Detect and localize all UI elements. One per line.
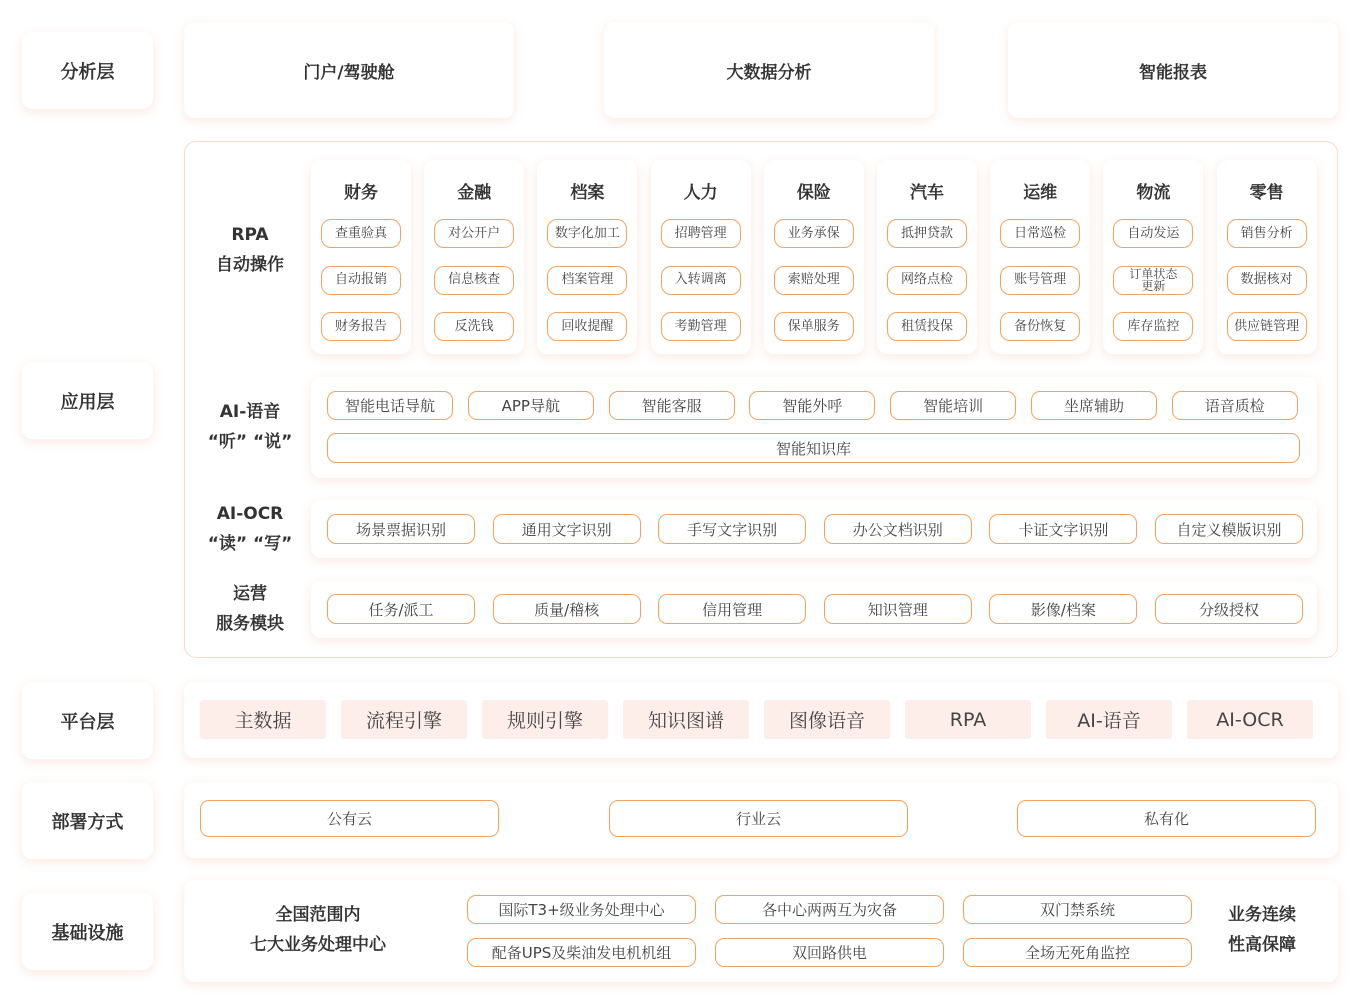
rpa-item-label: 订单状态更新 xyxy=(1129,267,1178,293)
rpa-item[interactable] xyxy=(547,312,627,341)
rpa-item-label: 销售分析 xyxy=(1240,225,1293,241)
rpa-item-label: 信息核查 xyxy=(448,272,501,287)
ai-ocr-item[interactable]: 场景票据识别 xyxy=(327,514,475,544)
ai-ocr-label-line2: “读” “写” xyxy=(207,534,293,554)
operations-label-line2: 服务模块 xyxy=(216,614,284,634)
rpa-item[interactable] xyxy=(321,219,401,248)
rpa-item[interactable] xyxy=(1000,312,1080,341)
rpa-item-label: 自动报销 xyxy=(334,272,387,287)
rpa-item[interactable] xyxy=(774,219,854,248)
layer-label-application: 应用层 xyxy=(22,362,153,439)
rpa-item-label: 索赔处理 xyxy=(787,272,840,287)
rpa-category-card xyxy=(764,160,864,354)
rpa-category-title: 财务 xyxy=(344,183,378,203)
rpa-item[interactable] xyxy=(1227,219,1307,248)
rpa-item[interactable] xyxy=(1000,266,1080,295)
analysis-item[interactable]: 门户/驾驶舱 xyxy=(184,22,514,118)
platform-item[interactable]: RPA xyxy=(905,700,1031,739)
operations-item[interactable]: 分级授权 xyxy=(1155,594,1303,624)
deployment-item[interactable]: 行业云 xyxy=(609,800,908,837)
ai-ocr-item[interactable]: 办公文档识别 xyxy=(824,514,972,544)
rpa-item[interactable] xyxy=(1227,312,1307,341)
rpa-category-title: 人力 xyxy=(683,183,718,203)
infrastructure-item[interactable]: 双回路供电 xyxy=(715,938,944,967)
rpa-item[interactable] xyxy=(661,219,741,248)
rpa-item-label: 日常巡检 xyxy=(1014,225,1067,241)
rpa-item-label: 网络点检 xyxy=(900,272,953,287)
rpa-item[interactable] xyxy=(434,312,514,341)
rpa-item[interactable] xyxy=(887,219,967,248)
rpa-item[interactable] xyxy=(774,312,854,341)
rpa-category-title: 保险 xyxy=(796,183,831,203)
ai-ocr-item[interactable]: 通用文字识别 xyxy=(493,514,641,544)
ai-voice-label-line1: AI-语音 xyxy=(219,402,281,422)
platform-item[interactable]: 图像语音 xyxy=(764,700,890,739)
rpa-category-title: 金融 xyxy=(457,183,492,203)
rpa-item-label: 租赁投保 xyxy=(900,318,953,334)
rpa-item-label: 考勤管理 xyxy=(674,318,727,334)
rpa-item-label: 自动发运 xyxy=(1127,225,1180,241)
analysis-item[interactable]: 智能报表 xyxy=(1008,22,1338,118)
infrastructure-right-text-line2: 性高保障 xyxy=(1228,935,1296,955)
infrastructure-right-text-line1: 业务连续 xyxy=(1228,905,1296,925)
ai-voice-item[interactable]: 智能外呼 xyxy=(749,391,875,420)
rpa-item-label: 数字化加工 xyxy=(554,225,620,241)
rpa-item-label: 账号管理 xyxy=(1014,272,1067,287)
ai-voice-item[interactable]: APP导航 xyxy=(468,391,594,420)
infrastructure-item[interactable]: 双门禁系统 xyxy=(963,895,1192,924)
rpa-item[interactable] xyxy=(661,312,741,341)
operations-label-line1: 运营 xyxy=(233,584,267,604)
rpa-item[interactable] xyxy=(547,219,627,248)
infrastructure-left-text-line1: 全国范围内 xyxy=(275,905,361,925)
rpa-item[interactable] xyxy=(1000,219,1080,248)
rpa-item[interactable] xyxy=(547,266,627,295)
rpa-label xyxy=(200,220,300,280)
rpa-category-card xyxy=(311,160,411,354)
rpa-category-title: 运维 xyxy=(1023,183,1058,203)
ai-voice-item[interactable]: 智能客服 xyxy=(609,391,735,420)
ai-voice-label xyxy=(195,397,305,457)
infrastructure-right-text xyxy=(1202,900,1322,960)
rpa-category-title: 档案 xyxy=(570,183,605,203)
ai-voice-item[interactable]: 智能电话导航 xyxy=(327,391,453,420)
layer-label-platform: 平台层 xyxy=(22,682,153,759)
operations-item[interactable]: 任务/派工 xyxy=(327,594,475,624)
platform-item[interactable]: 知识图谱 xyxy=(623,700,749,739)
rpa-label-line2: 自动操作 xyxy=(216,255,284,275)
rpa-item-label: 入转调离 xyxy=(674,272,727,287)
rpa-item-label: 保单服务 xyxy=(787,318,840,334)
rpa-category-title: 汽车 xyxy=(910,183,944,203)
infrastructure-item[interactable]: 配备UPS及柴油发电机机组 xyxy=(467,938,696,967)
deployment-item[interactable]: 私有化 xyxy=(1017,800,1316,837)
rpa-item[interactable] xyxy=(321,266,401,295)
platform-item[interactable]: 规则引擎 xyxy=(482,700,608,739)
rpa-item-label: 备份恢复 xyxy=(1014,318,1067,334)
deployment-item[interactable]: 公有云 xyxy=(200,800,499,837)
rpa-category-card xyxy=(537,160,637,354)
rpa-category-card xyxy=(990,160,1090,354)
rpa-item-label: 查重验真 xyxy=(334,225,387,241)
layer-label-infrastructure: 基础设施 xyxy=(22,893,153,970)
rpa-category-title: 物流 xyxy=(1136,183,1171,203)
infrastructure-item[interactable]: 全场无死角监控 xyxy=(963,938,1192,967)
ai-ocr-label xyxy=(195,499,305,559)
rpa-item-label: 业务承保 xyxy=(787,225,840,241)
layer-label-deployment: 部署方式 xyxy=(22,782,153,859)
rpa-item-label: 财务报告 xyxy=(334,318,387,334)
operations-item[interactable]: 影像/档案 xyxy=(989,594,1137,624)
ai-ocr-item[interactable]: 手写文字识别 xyxy=(658,514,806,544)
rpa-category-card xyxy=(1103,160,1203,354)
rpa-item-label: 反洗钱 xyxy=(454,318,494,334)
rpa-category-title: 零售 xyxy=(1249,183,1284,203)
operations-item[interactable]: 信用管理 xyxy=(658,594,806,624)
rpa-item-label: 回收提醒 xyxy=(561,318,614,334)
ai-ocr-label-line1: AI-OCR xyxy=(216,504,284,524)
ai-voice-item[interactable]: 智能培训 xyxy=(890,391,1016,420)
platform-item[interactable]: 流程引擎 xyxy=(341,700,467,739)
operations-item[interactable]: 知识管理 xyxy=(824,594,972,624)
infrastructure-item[interactable]: 国际T3+级业务处理中心 xyxy=(467,895,696,924)
rpa-category-card xyxy=(877,160,977,354)
rpa-item-label: 供应链管理 xyxy=(1234,318,1300,334)
rpa-item[interactable] xyxy=(1113,312,1193,341)
analysis-item[interactable]: 大数据分析 xyxy=(604,22,934,118)
rpa-item[interactable] xyxy=(434,219,514,248)
rpa-item[interactable] xyxy=(1227,266,1307,295)
rpa-item[interactable] xyxy=(1113,266,1193,295)
rpa-item[interactable] xyxy=(661,266,741,295)
rpa-item-label: 库存监控 xyxy=(1127,318,1180,334)
rpa-item[interactable] xyxy=(434,266,514,295)
rpa-item-label: 档案管理 xyxy=(561,272,614,287)
layer-label-analysis: 分析层 xyxy=(22,32,153,109)
rpa-item[interactable] xyxy=(1113,219,1193,248)
infrastructure-left-text xyxy=(228,900,408,960)
ai-ocr-item[interactable]: 卡证文字识别 xyxy=(989,514,1137,544)
infrastructure-left-text-line2: 七大业务处理中心 xyxy=(250,935,386,955)
ai-voice-item[interactable]: 语音质检 xyxy=(1172,391,1298,420)
platform-item[interactable]: 主数据 xyxy=(200,700,326,739)
ai-ocr-item[interactable]: 自定义模版识别 xyxy=(1155,514,1303,544)
infrastructure-item[interactable]: 各中心两两互为灾备 xyxy=(715,895,944,924)
operations-item[interactable]: 质量/稽核 xyxy=(493,594,641,624)
rpa-label-line1: RPA xyxy=(231,225,269,245)
platform-item[interactable]: AI-OCR xyxy=(1187,700,1313,739)
rpa-item-label: 对公开户 xyxy=(448,225,501,241)
ai-voice-item[interactable]: 坐席辅助 xyxy=(1031,391,1157,420)
ai-voice-label-line2: “听” “说” xyxy=(207,432,293,452)
rpa-item-label: 抵押贷款 xyxy=(900,225,953,241)
rpa-category-card xyxy=(424,160,524,354)
rpa-item[interactable] xyxy=(887,312,967,341)
platform-item[interactable]: AI-语音 xyxy=(1046,700,1172,739)
rpa-item-label: 招聘管理 xyxy=(674,225,727,241)
rpa-item-label: 数据核对 xyxy=(1240,272,1293,287)
rpa-category-card xyxy=(651,160,751,354)
operations-label xyxy=(195,579,305,639)
rpa-category-card xyxy=(1217,160,1317,354)
rpa-item[interactable] xyxy=(887,266,967,295)
rpa-item[interactable] xyxy=(774,266,854,295)
rpa-item[interactable] xyxy=(321,312,401,341)
ai-voice-wide-item[interactable]: 智能知识库 xyxy=(327,433,1300,463)
